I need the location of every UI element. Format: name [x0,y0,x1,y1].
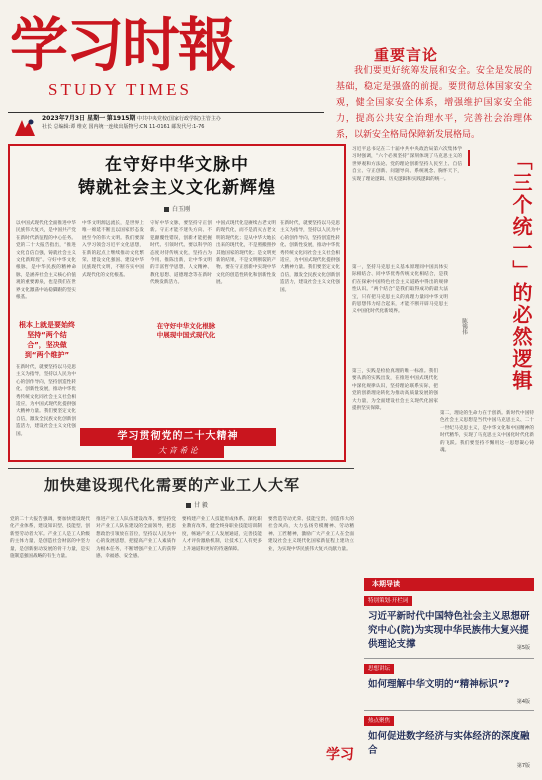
lead-subhead-1: 根本上就是要始终坚持“两个结合”，坚决做到“两个维护” [19,321,75,359]
right-article-column-1: 习近平总书记在二十届中共中央政治局第六次集体学习时强调，“六个必须坚持”深刻体现了马克思主义的世界观和方法论。党的理论创新坚持人民至上、自信自立、守正创新、问题导向、系统观念、胸怀天下，实现了理论逻辑、历史逻辑和实践逻辑的统一。 [352,147,462,182]
emblem-icon [12,116,38,140]
masthead-subtitle: STUDY TIMES [48,80,192,99]
guide-header: 本期导读 [364,578,534,591]
section-rule [8,468,354,469]
guide-item[interactable] [364,596,534,654]
special-banner-sub: 大 音 希 论 [132,444,224,458]
issue-number: 第1915期 [106,115,136,122]
lead-headline[interactable] [10,154,344,200]
right-article-column-4: 第三，实践是检验真理的唯一标准。我们要从新的实践出发，在推进中国式现代化中深化规律认识，坚持理论联系实际，把党的创新理论转化为推动高质量发展的强大力量，为全面建设社会主义现代化国家提供坚实保障。 [352,369,438,412]
right-article-column-3: 第二，理论的生命力在于创新。新时代中国特色社会主义思想是当代中国马克思主义、二十一世纪马克思主义，是中华文化和中国精神的时代精华，实现了马克思主义中国化时代化新的飞跃。我们要坚持不懈用这一思想凝心铸魂。 [440,411,534,454]
guide-item[interactable] [364,664,534,708]
second-article-column-2: 推进产业工人队伍建设改革，要坚持党对产业工人队伍建设的全面领导，把思想政治引领放在首位，坚持以人民为中心的发展思想，把提高产业工人素质作为根本任务，不断增强产业工人的获得感、幸福感、安全感。 [96,517,176,560]
lead-headline-line1: 在守好中华文脉中 [105,155,249,175]
lead-column-2: 中华文明源远流长，是世界上唯一绵延不断且以国家形态发展至今的伟大文明。我们要深入学习领会习近平文化思想，在新的起点上继续推动文化繁荣、建设文化强国、建设中华民族现代文明，不断夯实中国式现代化的文化根基。 [82,221,144,278]
guide-divider [364,658,534,659]
guide-item-tag: 思想讲坛 [364,664,394,674]
lead-article [8,144,346,462]
second-article-author [186,500,208,509]
special-banner[interactable]: 学习贯彻党的二十大精神 [80,428,276,446]
lead-column-5: 在新时代，就要坚持以马克思主义为指导，坚持以人民为中心的创作导向，坚持创造性转化、创新性发展，推动中华优秀传统文化同社会主义社会相适应，为中国式现代化提供强大精神力量。我们要坚定文化自信，激发全民族文化创新创造活力，建设社会主义文化强国。 [280,221,340,293]
important-quote-body: 我们要更好统筹发展和安全。安全是发展的基础，稳定是强盛的前提。要贯彻总体国家安全观，健全国家安全体系，增强维护国家安全能力，提高公共安全治理水平，完善社会治理体系，以新安全格局保障新发展格局。 [336,66,532,140]
second-article-headline[interactable]: 加快建设现代化需要的产业工人大军 [44,476,301,494]
second-article-author-name: 甘 毅 [194,502,208,509]
date-line: 2023年7月3日 星期一 [42,115,106,122]
right-article-column-2: 第一，坚持马克思主义基本原理同中国具体实际相结合、同中华优秀传统文化相结合，是我们在探索中国特色社会主义道路中得出的规律性认识。“两个结合”是我们取得成功的最大法宝，只有把马克思主义的真理力量同中华文明的思想伟力结合起来，才能不断开辟马克思主义中国化时代化新境界。 [352,265,448,315]
guide-item-page: 第7版 [516,763,530,769]
second-article-column-4: 要营造劳动光荣、技能宝贵、创造伟大的社会风尚，大力弘扬劳模精神、劳动精神、工匠精神，激励广大产业工人在全面建设社会主义现代化国家新征程上建功立业，为实现中华民族伟大复兴贡献力量。 [268,517,354,552]
important-quote-title: 重要言论 [374,46,439,64]
guide-item-page: 第5版 [516,645,530,651]
guide-item-title: 如何理解中华文明的“精神标识”? [368,679,510,690]
right-article-headline[interactable]: 「三个统一」的必然逻辑 [509,150,533,392]
lead-column-1: 以中国式现代化全面推进中华民族伟大复兴，是中国共产党在新时代新征程的中心任务。党的二十大报告指出，“推进文化自信自强，铸就社会主义文化新辉煌”。守好中华文化根脉，是中华民族的精神命脉，是涵养社会主义核心价值观的重要源泉，也是我们在世界文化激荡中站稳脚跟的坚实根基。 [16,221,76,301]
author-marker-icon [164,207,169,212]
guide-item[interactable] [364,716,534,770]
masthead-logo: 学习时報 [10,11,235,79]
right-article-author: 陈锡伟 [461,318,467,335]
guide-item-title: 习近平新时代中国特色社会主义思想研究中心(院)为实现中华民族伟大复兴提供理论支撑 [368,611,530,650]
lead-column-1b: 在新时代，就要坚持以马克思主义为指导，坚持以人民为中心的创作导向，坚持创造性转化、创新性发展，推动中华优秀传统文化同社会主义社会相适应，为中国式现代化提供强大精神力量。我们要坚定文化自信，激发全民族文化创新创造活力，建设社会主义文化强国。 [16,365,76,437]
second-article-column-1: 党的二十大报告强调，要加快建设现代化产业体系，建设知识型、技能型、创新型劳动者大军。产业工人是工人阶级的主体力量，是创造社会财富的中坚力量，是创新驱动发展的骨干力量，是实施制造强国战略的有生力量。 [10,517,90,560]
lead-column-3: 守好中华文脉，要坚持守正创新。守正才能不迷失方向、不犯颠覆性错误，创新才能把握时代、引领时代。要以科学的态度对待传统文化，坚持古为今用、推陈出新，让中华文明的丰富哲学思想、人文精神、教化思想、道德理念等在新时代焕发新活力。 [150,221,212,286]
guide-item-title: 如何促进数字经济与实体经济的深度融合 [368,731,530,756]
right-headline-bar [468,150,470,166]
code-line: 国内统一连续出版物号:CN 11-0161 邮发代号:1-76 [88,124,205,130]
guide-item-page: 第4版 [516,699,530,705]
publisher-line: 中共中央党校(国家行政学院)主管主办 [137,116,221,122]
guide-item-tag: 热点聚焦 [364,716,394,726]
editor-line: 社长 总编辑:谭 维克 [42,124,87,130]
lead-headline-line2: 铸就社会主义文化新辉煌 [78,178,276,198]
author-marker-icon [186,503,191,508]
masthead-rule [8,112,324,113]
second-article-column-3: 要构建产业工人技能形成体系，深化职业教育改革，健全终身职业技能培训制度，畅通产业工人发展通道，完善技能人才评价激励机制，让技术工人有更多上升通道和更好的待遇保障。 [182,517,262,552]
guide-item-tag: 特别策划·开栏词 [364,596,412,606]
masthead-info [42,115,322,131]
footer-logo: 学习 [326,747,354,763]
guide-panel [364,578,534,772]
lead-column-4: 中国式现代化是赓续古老文明的现代化，而不是消灭古老文明的现代化；是从中华大地长出来的现代化，不是照搬照抄其他国家的现代化；是文明更新的结果，不是文明断裂的产物。要在守正创新中实现中华文化的创造性转化和创新性发展。 [216,221,276,286]
lead-author [10,204,344,213]
lead-author-name: 白玉刚 [171,206,190,213]
masthead [8,8,534,140]
lead-subhead-2: 在守好中华文化根脉中展现中国式现代化 [156,322,216,339]
guide-divider [364,710,534,711]
